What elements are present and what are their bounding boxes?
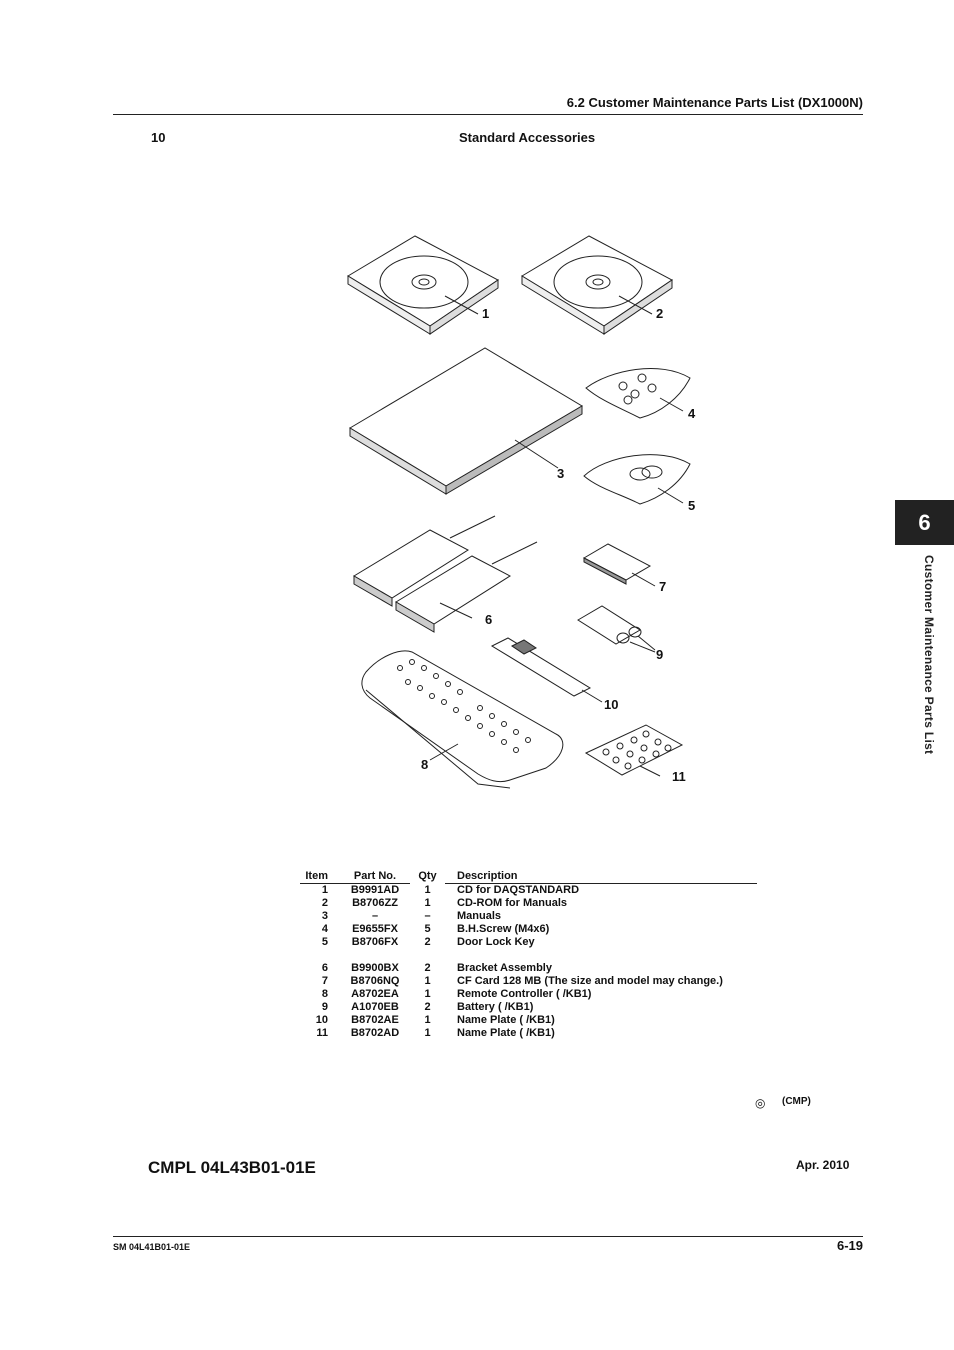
table-row <box>300 1014 757 1027</box>
qty-cell: 5 <box>424 923 431 935</box>
name-plate-sticker-drawing <box>586 725 682 776</box>
description-cell: Battery ( /KB1) <box>457 1001 534 1013</box>
header-description: Description <box>445 870 757 884</box>
callout-2: 2 <box>656 306 664 321</box>
qty-cell: 1 <box>424 988 431 1000</box>
qty-cell: 2 <box>424 1001 431 1013</box>
page-number: 6-19 <box>836 1238 863 1253</box>
bracket-assembly-drawing <box>354 516 537 632</box>
header-rule <box>113 114 863 115</box>
footer-rule <box>113 1236 863 1237</box>
description-cell: Manuals <box>457 910 502 922</box>
header-part-no: Part No. <box>340 870 410 884</box>
callout-9: 9 <box>656 647 664 662</box>
header-qty: Qty <box>418 870 437 883</box>
callout-5: 5 <box>688 498 696 513</box>
qty-cell: 1 <box>424 975 431 987</box>
part-no-cell: – <box>371 910 379 922</box>
group-spacer <box>300 949 757 962</box>
item-cell: 11 <box>316 1027 328 1039</box>
qty-cell: 1 <box>424 1027 431 1039</box>
section-title: Standard Accessories <box>459 130 596 145</box>
description-cell: Door Lock Key <box>457 936 535 948</box>
running-header: 6.2 Customer Maintenance Parts List (DX1000N) <box>566 95 863 110</box>
batteries-drawing <box>578 606 655 652</box>
accessories-illustration <box>340 228 710 793</box>
part-no-cell: B8706FX <box>351 936 399 948</box>
description-cell: CD-ROM for Manuals <box>457 897 567 909</box>
table-row <box>300 936 757 949</box>
cd-daqstandard-drawing <box>348 236 498 334</box>
item-cell: 4 <box>321 923 328 935</box>
item-cell: 10 <box>315 1014 328 1026</box>
item-cell: 3 <box>321 910 328 922</box>
qty-cell: 1 <box>424 883 431 896</box>
header-item: Item <box>300 870 340 884</box>
part-no-cell: B8702AD <box>350 1027 400 1039</box>
parts-table-body <box>300 884 757 1041</box>
description-cell: Remote Controller ( /KB1) <box>457 988 592 1000</box>
description-cell: CD for DAQSTANDARD <box>457 884 580 896</box>
item-cell: 1 <box>321 884 328 896</box>
cmpl-number: CMPL 04L43B01-01E <box>148 1158 316 1177</box>
table-row <box>300 897 757 910</box>
manuals-drawing <box>350 348 582 494</box>
description-cell: Bracket Assembly <box>457 962 552 974</box>
description-cell: B.H.Screw (M4x6) <box>457 923 550 935</box>
chapter-side-label: Customer Maintenance Parts List <box>922 555 936 755</box>
callout-8: 8 <box>421 757 429 772</box>
table-row <box>300 988 757 1001</box>
cmp-label: (CMP) <box>782 1096 811 1107</box>
remote-controller-drawing <box>362 651 563 788</box>
cd-rom-manuals-drawing <box>522 236 672 334</box>
item-cell: 9 <box>321 1001 328 1013</box>
callout-6: 6 <box>485 612 493 627</box>
part-no-cell: B9991AD <box>350 884 400 896</box>
description-cell: Name Plate ( /KB1) <box>457 1027 555 1039</box>
item-cell: 5 <box>321 936 328 948</box>
callout-4: 4 <box>688 406 696 421</box>
part-no-cell: E9655FX <box>352 923 398 935</box>
qty-cell: – <box>424 910 431 922</box>
part-no-cell: B8706ZZ <box>352 897 398 909</box>
qty-cell: 1 <box>424 897 431 909</box>
callout-3: 3 <box>557 466 565 481</box>
part-no-cell: A8702EA <box>351 988 399 1000</box>
screws-bag-drawing <box>586 369 690 418</box>
table-row <box>300 910 757 923</box>
chapter-tab[interactable]: 6 <box>895 500 954 545</box>
item-cell: 8 <box>321 988 328 1000</box>
table-row <box>300 923 757 936</box>
callout-10: 10 <box>604 697 619 712</box>
item-cell: 7 <box>321 975 328 987</box>
part-no-cell: B8702AE <box>351 1014 399 1026</box>
part-no-cell: A1070EB <box>351 1001 399 1013</box>
document-id: SM 04L41B01-01E <box>113 1242 191 1252</box>
table-row <box>300 884 757 898</box>
description-cell: CF Card 128 MB (The size and model may change.) <box>457 975 723 987</box>
qty-cell: 2 <box>424 936 431 948</box>
keys-bag-drawing <box>584 455 690 504</box>
cmp-mark-icon: ◎ <box>755 1096 766 1110</box>
callout-7: 7 <box>659 579 667 594</box>
part-no-cell: B8706NQ <box>350 975 400 987</box>
name-plate-drawing <box>492 638 602 702</box>
table-row <box>300 1027 757 1040</box>
part-no-cell: B9900BX <box>351 962 399 974</box>
section-number: 10 <box>151 130 166 145</box>
callout-1: 1 <box>482 306 490 321</box>
item-cell: 2 <box>321 897 328 909</box>
parts-table <box>300 870 757 1040</box>
qty-cell: 1 <box>424 1014 431 1026</box>
description-cell: Name Plate ( /KB1) <box>457 1014 555 1026</box>
table-row <box>300 962 757 975</box>
table-row <box>300 975 757 988</box>
parts-table-header-row <box>300 870 757 884</box>
cf-card-drawing <box>584 544 655 586</box>
table-row <box>300 1001 757 1014</box>
item-cell: 6 <box>321 962 328 974</box>
qty-cell: 2 <box>424 962 431 974</box>
revision-date: Apr. 2010 <box>796 1158 850 1172</box>
callout-11: 11 <box>672 769 686 784</box>
